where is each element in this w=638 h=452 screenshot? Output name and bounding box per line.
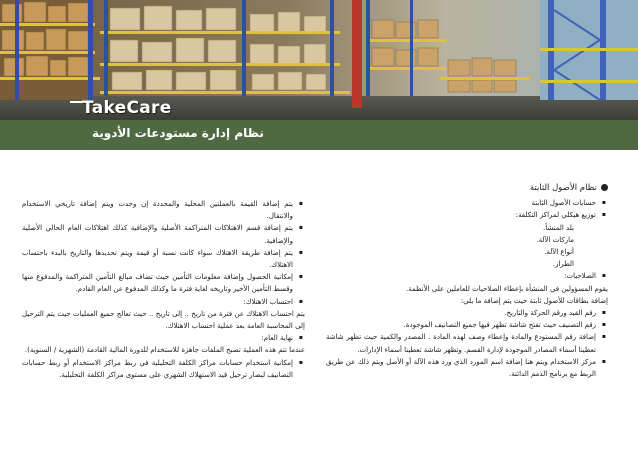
list-item: إضافة بطاقات للأصول ثابتة حيث يتم إضافة ما يلي: bbox=[460, 296, 608, 305]
list-item: ▪ مركز الاستخدام ويتم هنا إضافة اسم المورد الذي ورد هذه الآلة أو الأصل ويتم ذلك عن طريق الربط مع برنامج الذمم الدائنة. bbox=[326, 356, 596, 380]
system-title: نظام إدارة مستودعات الأدوية bbox=[92, 126, 264, 140]
list-item: ▪ رقم القيد ورقم الحركة والتاريخ. bbox=[326, 307, 596, 319]
list-item: يقوم المسؤولين في المنشأة بإعطاء الصلاحيات للعاملين على الأنظمة. bbox=[405, 284, 608, 293]
list-item: ▪ رقم التصنيف حيث تفتح شاشة تظهر فيها جميع التصانيف الموجودة. bbox=[326, 319, 596, 331]
list-item: ▪ الصلاحيات: bbox=[326, 270, 596, 282]
right-list bbox=[326, 197, 608, 380]
list-item: بلد المنشأ. bbox=[542, 223, 574, 232]
list-item: ▪ إضافة رقم المستودع والمادة وإعطاء وصف لهذه المادة . المصدر والكمية حيث تظهر شاشة تعطينا أسماء المصادر الموجودة لإدارة القسم. وتظهر شاشة تعطينا أسماء الإدارات. bbox=[326, 331, 596, 355]
list-item: ▪ حسابات الأصول الثابتة bbox=[326, 197, 596, 209]
left-column bbox=[22, 198, 305, 381]
right-column bbox=[326, 182, 608, 380]
section-heading bbox=[326, 182, 608, 194]
section-heading-text: نظام الأصول الثابتة bbox=[529, 183, 597, 193]
list-item: ▪ يتم إضافة قسم الاهتلاكات المتراكمة الأصلية والإضافية كذلك اهتلاكات العام الحالي الأصلية والإضافية. bbox=[22, 222, 293, 246]
list-item: ماركات الآلة. bbox=[536, 235, 574, 244]
list-item: ▪ احتساب الاهتلاك: bbox=[22, 296, 293, 308]
list-item: ▪ إمكانية استخدام حسابات مراكز الكلفة التحليلية في ربط مراكز الاستخدام أو ربط حسابات التصانيف ليصار ترحيل قيد الاستهلاك الشهري على مستوى مراكز الكلفة التحليلية. bbox=[22, 357, 293, 381]
list-item: يتم احتساب الاهتلاك عن فترة من تاريخ .. إلى تاريخ .. حيث تعالج جميع العمليات حيث يتم الترحيل إلى المحاسبة العامة بعد عملية احتساب الاهتلاك. bbox=[22, 309, 305, 331]
logo-text: akeCare bbox=[91, 98, 172, 118]
circle-bullet-icon bbox=[601, 184, 608, 191]
list-item: ▪ يتم إضافة القيمة بالعملتين المحلية والمحددة إن وجدت ويتم إضافة تاريخي الاستخدام والانتقال. bbox=[22, 198, 293, 222]
list-item: ▪ نهاية العام: bbox=[22, 332, 293, 344]
left-list bbox=[22, 198, 305, 381]
takecare-logo bbox=[70, 98, 172, 120]
list-item: ▪ توزيع هيكلي لمراكز التكلفة: bbox=[326, 209, 596, 221]
list-item: ▪ يتم إضافة طريقة الاهتلاك سواء كانت نسبة أو قيمة ويتم تحديدها والتاريخ بالبدء باحتساب الاهتلاك. bbox=[22, 247, 293, 271]
list-item: عندما تتم هذه العملية تصبح الملفات جاهزة للاستخدام للدورة المالية القادمة (الشهرية / السنوية). bbox=[24, 346, 305, 355]
list-item: الطراز. bbox=[552, 260, 574, 269]
logo-t-bar bbox=[70, 101, 82, 103]
list-item: ▪ إمكانية الحصول وإضافة معلومات التأمين حيث تضاف مبالغ التأمين المتراكمة والمدفوع منها وقسط التأمين الأخير وتاريخه لغاية فترة ما وكذلك المدفوع عن العام القادم. bbox=[22, 271, 293, 295]
logo-t: T bbox=[82, 98, 92, 118]
list-item: أنواع الآلة. bbox=[544, 248, 574, 257]
